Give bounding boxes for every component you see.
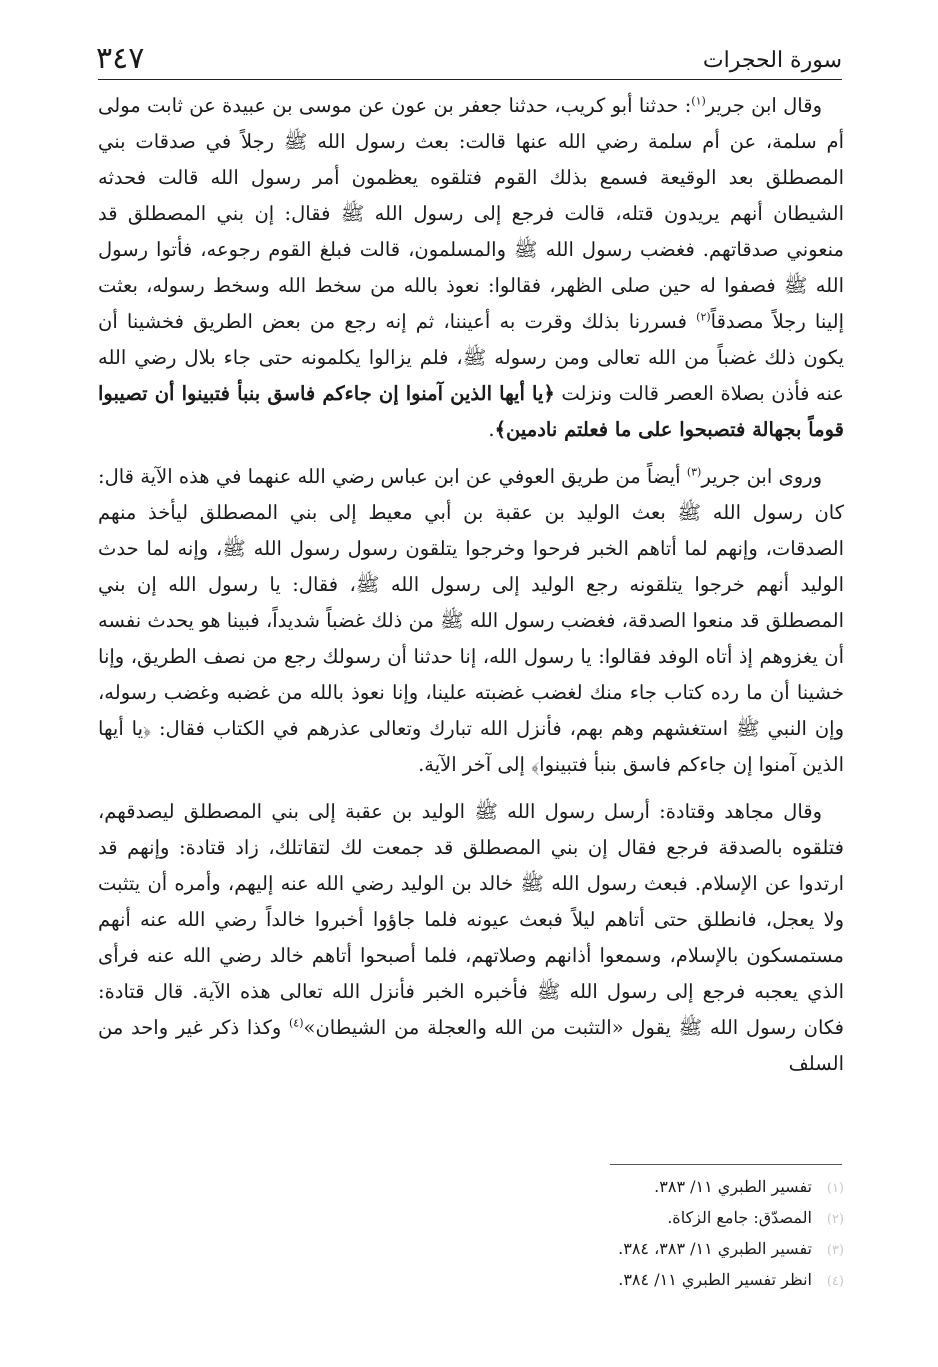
footnote-text: تفسير الطبري ١١/ ٣٨٣، ٣٨٤. — [618, 1239, 812, 1258]
footnote-ref-4[interactable]: (٤) — [289, 1016, 304, 1030]
paragraph-text: أيضاً من طريق العوفي عن ابن عباس رضي الله عنهما في هذه الآية قال: كان رسول الله ﷺ بعث الوليد بن عقبة بن أبي معيط إلى بني المصطلق ليأخذ منهم الصدقات، وإنهم لما أتاهم الخبر فرحوا وخرجوا يتلقون رسول رسول الله ﷺ، وإنه لما حدث الوليد أنهم خرجوا يتلقونه رجع الوليد إلى رسول الله ﷺ، فقال: يا رسول الله إن بني المصطلق قد منعوا الصدقة، فغضب رسول الله ﷺ من ذلك غضباً شديداً، فبينا هو يحدث نفسه أن يغزوهم إذ أتاه الوفد فقالوا: يا رسول الله، إنا حدثنا أن رسولك رجع من نصف الطريق، وإنا خشينا أن ما رده كتاب جاء منك لغضب غضبته علينا، وإنا نعوذ بالله من غضبه وغضب رسوله، وإن النبي ﷺ استغشهم وهم بهم، فأنزل الله تبارك وتعالى عذرهم في الكتاب فقال: — [98, 465, 844, 740]
paragraph-text: : حدثنا أبو كريب، حدثنا جعفر بن عون عن موسى بن عبيدة عن ثابت مولى أم سلمة، عن أم سلمة رضي الله عنها قالت: بعث رسول الله ﷺ رجلاً في صدقات بني المصطلق بعد الوقيعة فسمع بذلك القوم فتلقوه يعظمون أمر رسول الله قالت فحدثه الشيطان أنهم يريدون قتله، قالت فرجع إلى رسول الله ﷺ فقال: إن بني المصطلق قد منعوني صدقاتهم. فغضب رسول الله ﷺ والمسلمون، قالت فبلغ القوم رجوعه، فأتوا رسول الله ﷺ فصفوا له حين صلى الظهر، فقالوا: نعوذ بالله من سخط الله وسخط رسوله، بعثت إلينا رجلاً مصدقاً — [98, 94, 844, 333]
paragraph-text: وقال مجاهد وقتادة: أرسل رسول الله ﷺ الوليد بن عقبة إلى بني المصطلق ليصدقهم، فتلقوه بالصدقة فرجع فقال إن بني المصطلق قد جمعت لك لتقاتلك، زاد قتادة: وإنهم قد ارتدوا عن الإسلام. فبعث رسول الله ﷺ خالد بن الوليد رضي الله عنه إليهم، وأمره أن يتثبت ولا يعجل، فانطلق حتى أتاهم ليلاً فبعث عيونه فلما جاؤوا أخبروا خالداً رضي الله عنه أنهم مستمسكون بالإسلام، وسمعوا أذانهم وصلاتهم، فلما أصبحوا أتاهم خالد رضي الله عنه فرأى الذي يعجبه فرجع إلى رسول الله ﷺ فأخبره الخبر فأنزل الله تعالى هذه الآية. قال قتادة: فكان رسول الله ﷺ يقول «التثبت من الله والعجلة من الشيطان» — [98, 800, 844, 1039]
quran-verse: ﴿يا أيها الذين آمنوا إن جاءكم فاسق بنبأ فتبينوا أن تصيبوا قوماً بجهالة فتصبحوا على ما فعلتم نادمين﴾ — [98, 382, 844, 441]
quran-verse: ﴿يا أيها الذين آمنوا إن جاءكم فاسق بنبأ فتبينوا﴾ — [98, 717, 844, 776]
footnote-number: (١) — [826, 1181, 844, 1196]
footnote-ref-3[interactable]: (٣) — [686, 465, 702, 479]
paragraph-text: وقال ابن جرير — [705, 94, 822, 117]
paragraph-1 — [98, 88, 844, 448]
paragraph-text: فسررنا بذلك وقرت به أعيننا، ثم إنه رجع من بعض الطريق فخشينا أن يكون ذلك غضباً من الله تعالى ومن رسوله ﷺ، فلم يزالوا يكلمونه حتى جاء بلال رضي الله عنه فأذن بصلاة العصر قالت ونزلت — [98, 310, 844, 405]
footnote-number: (٣) — [826, 1243, 844, 1258]
main-text — [98, 88, 844, 1093]
footnote-ref-2[interactable]: (٢) — [696, 310, 711, 324]
paragraph-end: . — [488, 418, 495, 441]
running-header — [96, 34, 842, 76]
paragraph-end: إلى آخر الآية. — [418, 753, 532, 776]
footnotes — [424, 1172, 844, 1296]
page-number: ٣٤٧ — [96, 41, 145, 76]
header-divider — [98, 79, 842, 80]
footnote-number: (٤) — [826, 1274, 844, 1289]
footnote-1 — [424, 1172, 844, 1203]
paragraph-text: وكذا ذكر غير واحد من السلف — [98, 1016, 844, 1075]
paragraph-2 — [98, 459, 844, 783]
footnote-2 — [424, 1203, 844, 1234]
footnote-ref-1[interactable]: (١) — [691, 94, 706, 108]
paragraph-text: وروى ابن جرير — [701, 465, 822, 488]
footnote-text: تفسير الطبري ١١/ ٣٨٣. — [654, 1177, 812, 1196]
footnote-text: المصدّق: جامع الزكاة. — [667, 1208, 812, 1227]
footnote-3 — [424, 1234, 844, 1265]
footnote-divider — [610, 1164, 842, 1165]
footnote-number: (٢) — [826, 1212, 844, 1227]
footnote-4 — [424, 1265, 844, 1296]
paragraph-3 — [98, 794, 844, 1082]
footnote-text: انظر تفسير الطبري ١١/ ٣٨٤. — [618, 1270, 812, 1289]
surah-title: سورة الحجرات — [702, 48, 842, 73]
